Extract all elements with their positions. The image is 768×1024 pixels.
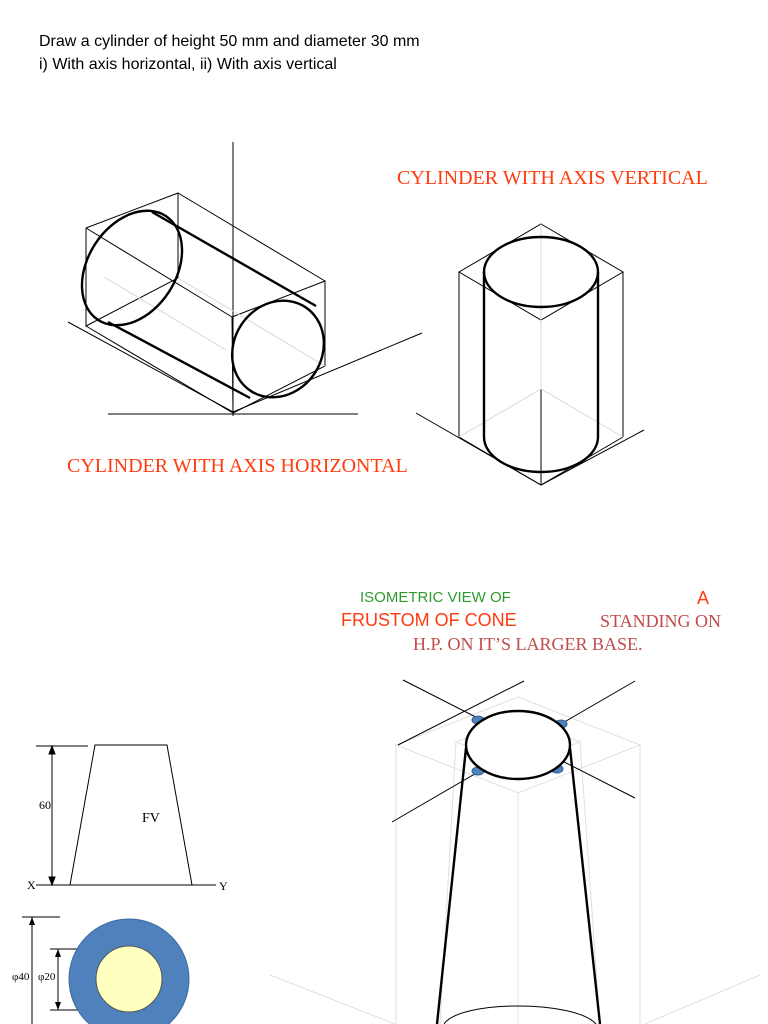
front-view-label: FV bbox=[142, 811, 160, 826]
question-line-1: Draw a cylinder of height 50 mm and diameter 30 mm bbox=[39, 33, 420, 50]
top-view-inner-circle bbox=[96, 946, 162, 1012]
x-reference-label: X bbox=[27, 878, 36, 892]
iso-heading-part5: H.P. ON IT’S LARGER BASE. bbox=[413, 634, 643, 654]
label-cylinder-vertical: CYLINDER WITH AXIS VERTICAL bbox=[397, 167, 708, 189]
iso-heading-part4: STANDING ON bbox=[600, 611, 722, 631]
cylinder-horizontal-drawing bbox=[61, 142, 422, 416]
question-line-2: i) With axis horizontal, ii) With axis vertical bbox=[39, 56, 337, 73]
outer-diameter-dimension: φ40 bbox=[12, 971, 30, 983]
iso-heading-part2: A bbox=[697, 588, 710, 608]
iso-heading-part3: FRUSTOM OF CONE bbox=[341, 610, 517, 630]
inner-diameter-dimension: φ20 bbox=[38, 971, 56, 983]
height-dimension: 60 bbox=[39, 798, 51, 812]
frustum-front-view bbox=[36, 745, 216, 885]
iso-heading-part1: ISOMETRIC VIEW OF bbox=[360, 589, 511, 606]
label-cylinder-horizontal: CYLINDER WITH AXIS HORIZONTAL bbox=[67, 455, 408, 477]
cylinder-vertical-drawing bbox=[416, 224, 644, 485]
y-reference-label: Y bbox=[219, 879, 228, 893]
frustum-isometric-drawing bbox=[270, 680, 760, 1024]
